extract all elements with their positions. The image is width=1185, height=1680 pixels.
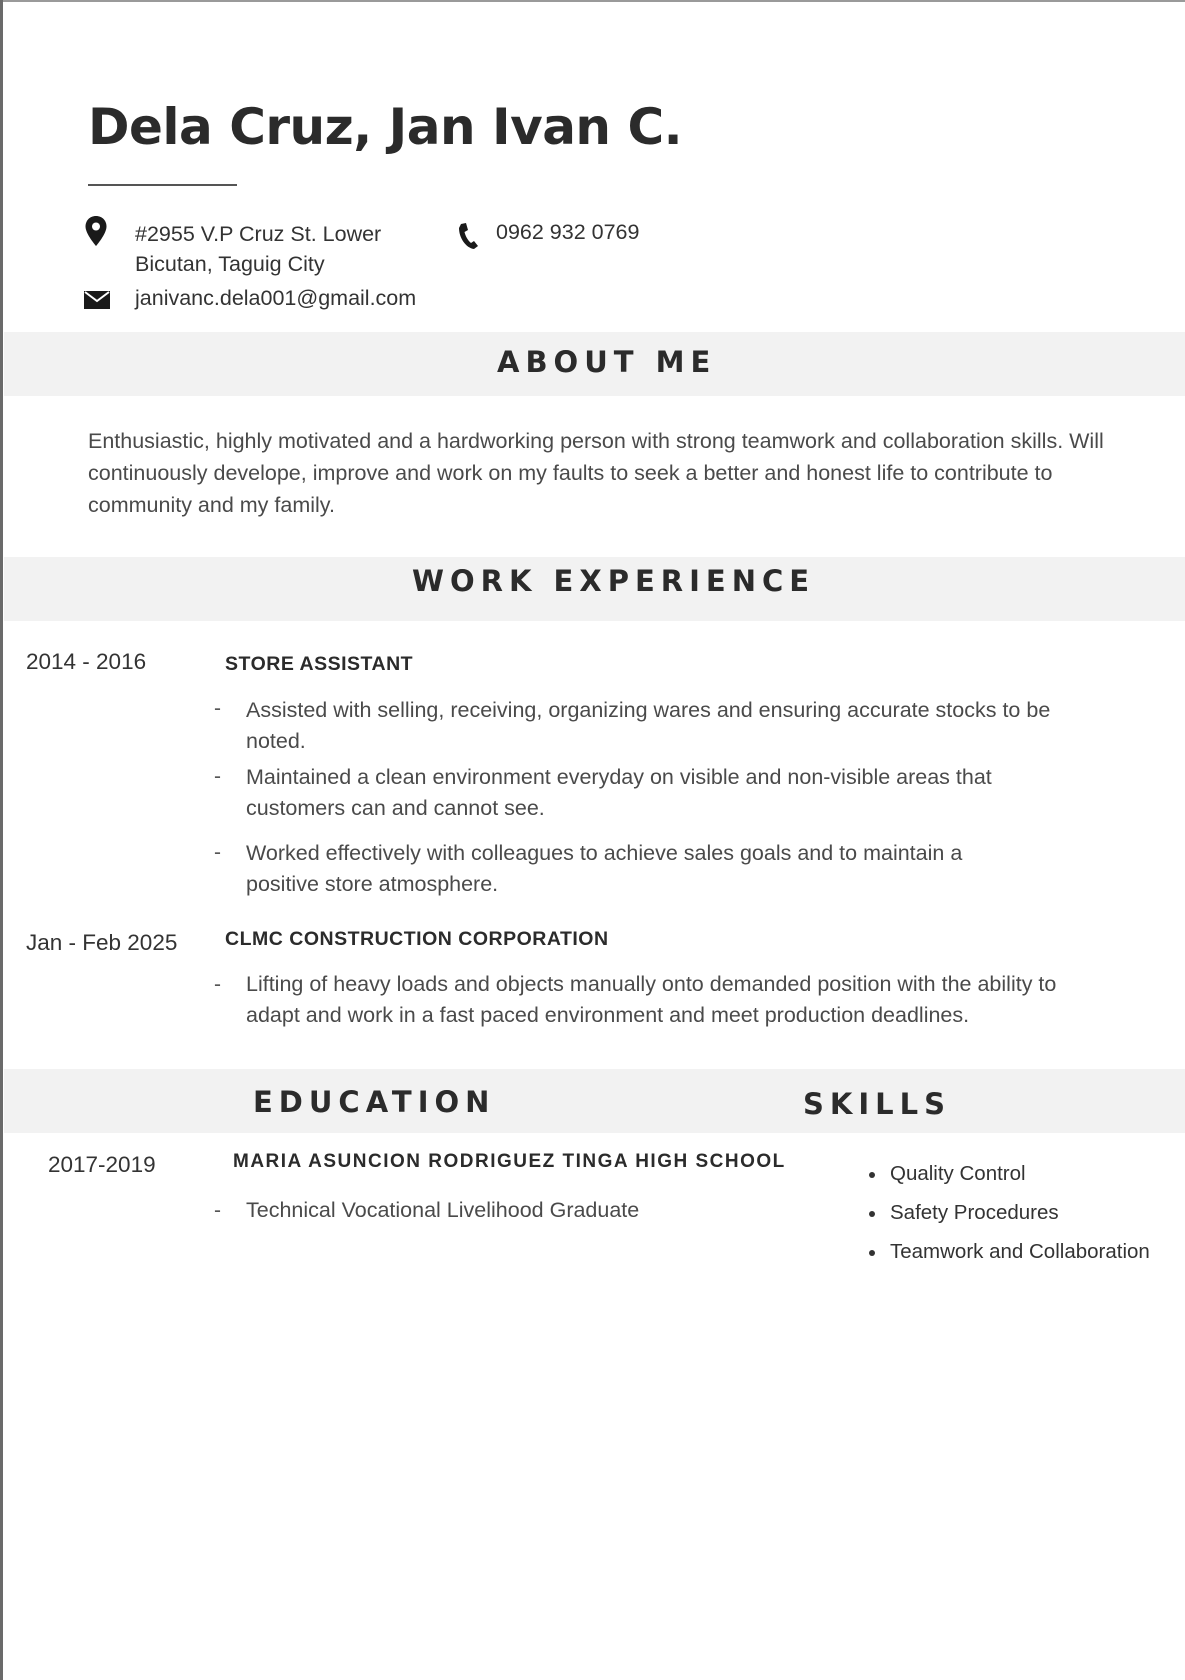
page-top-border bbox=[0, 0, 1185, 2]
education-heading: EDUCATION bbox=[253, 1085, 496, 1119]
work-date: 2014 - 2016 bbox=[26, 649, 147, 674]
about-text: Enthusiastic, highly motivated and a hardworking person with strong teamwork and collaboration skills. Will continuously develope, improve and work on my faults to seek a better and honest life to contribute to community and my family. bbox=[88, 429, 1104, 517]
skills-heading: SKILLS bbox=[803, 1087, 951, 1121]
address-line-2: Bicutan, Taguig City bbox=[135, 252, 325, 276]
education-detail: Technical Vocational Livelihood Graduate bbox=[246, 1198, 640, 1222]
name-underline bbox=[88, 184, 237, 186]
skill-bullet-dot bbox=[869, 1211, 875, 1217]
skill-item: Teamwork and Collaboration bbox=[890, 1240, 1150, 1263]
job-bullet: Lifting of heavy loads and objects manually onto demanded position with the ability to adapt and work in a fast paced environment and meet production deadlines. bbox=[246, 972, 1057, 1027]
skill-item: Safety Procedures bbox=[890, 1201, 1059, 1224]
education-skills-section-header bbox=[4, 1069, 1185, 1133]
skill-item: Quality Control bbox=[890, 1162, 1026, 1185]
bullet-dash: - bbox=[214, 841, 221, 864]
skill-bullet-dot bbox=[869, 1172, 875, 1178]
page-left-border bbox=[0, 0, 3, 1680]
candidate-name: Dela Cruz, Jan Ivan C. bbox=[88, 98, 683, 156]
about-heading: ABOUT ME bbox=[497, 345, 717, 379]
envelope-icon bbox=[84, 291, 110, 314]
education-date: 2017-2019 bbox=[48, 1152, 156, 1177]
phone-icon bbox=[457, 222, 479, 255]
bullet-dash: - bbox=[214, 1199, 221, 1222]
job-bullet: Maintained a clean environment everyday on visible and non-visible areas that customers can and cannot see. bbox=[246, 765, 992, 820]
work-heading: WORK EXPERIENCE bbox=[412, 564, 816, 598]
phone-number: 0962 932 0769 bbox=[496, 220, 640, 244]
job-title: CLMC CONSTRUCTION CORPORATION bbox=[225, 928, 609, 950]
work-date: Jan - Feb 2025 bbox=[26, 930, 178, 955]
bullet-dash: - bbox=[214, 973, 221, 996]
skill-bullet-dot bbox=[869, 1250, 875, 1256]
location-pin-icon bbox=[84, 215, 108, 252]
address-line-1: #2955 V.P Cruz St. Lower bbox=[135, 222, 382, 246]
job-title: STORE ASSISTANT bbox=[225, 653, 414, 675]
bullet-dash: - bbox=[214, 697, 221, 720]
email-address: janivanc.dela001@gmail.com bbox=[135, 286, 417, 310]
school-name: MARIA ASUNCION RODRIGUEZ TINGA HIGH SCHOOL bbox=[233, 1151, 786, 1172]
bullet-dash: - bbox=[214, 765, 221, 788]
job-bullet: Worked effectively with colleagues to achieve sales goals and to maintain a positive store atmosphere. bbox=[246, 841, 963, 896]
job-bullet: Assisted with selling, receiving, organizing wares and ensuring accurate stocks to be noted. bbox=[246, 698, 1051, 753]
